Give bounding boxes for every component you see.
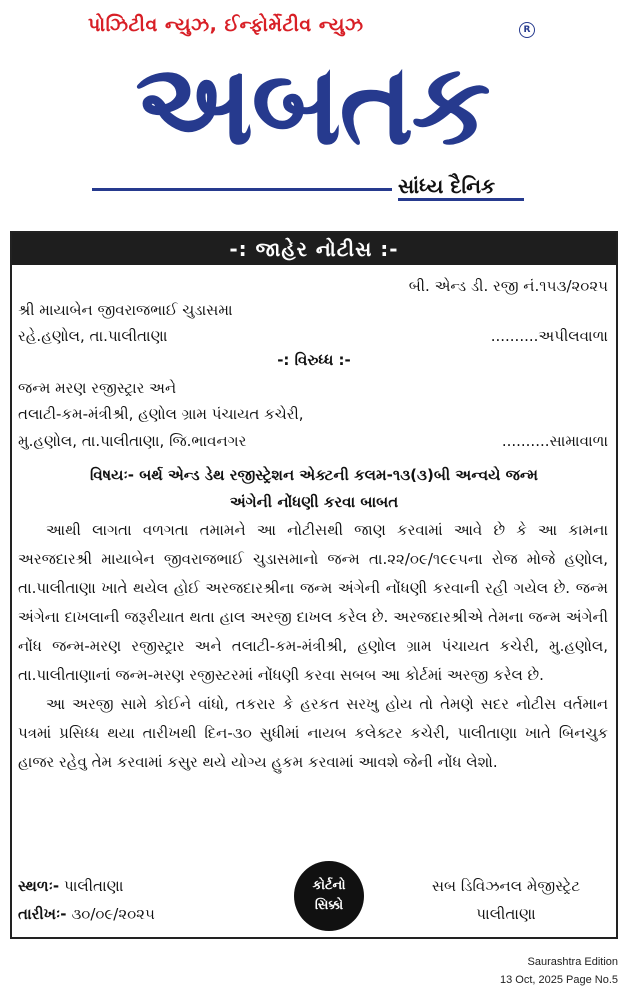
notice-title: -: જાહેર નોટીસ :-	[12, 233, 616, 265]
applicant-role: ..........અપીલવાળા	[490, 327, 608, 345]
seal-line-1: કોર્ટનો	[312, 878, 346, 893]
seal-line-2: સિક્કો	[314, 898, 344, 913]
respondent-line-3: મુ.હણોલ, તા.પાલીતાણા, જિ.ભાવનગર	[18, 432, 247, 450]
notice-body	[18, 516, 608, 777]
body-paragraph-2: આ અરજી સામે કોઈને વાંધો, તકરાર કે હરકત સરખુ હોય તો તેમણે સદર નોટીસ વર્તમાન પત્રમાં પ્રસિધ્ધ થયા તારીખથી દિન-૩૦ સુધીમાં નાયબ કલેક્ટર કચેરી, પાલીતાણા ખાતે બિનચુક હાજર રહેવુ તેમ કરવામાં કસુર થયે યોગ્ય હુકમ કરવામાં આવશે જેની નોંધ લેશો.	[18, 695, 608, 771]
applicant-name: શ્રી માયાબેન જીવરાજભાઈ ચુડાસમા	[18, 301, 233, 319]
respondent-role: ..........સામાવાળા	[501, 432, 608, 450]
date-line	[18, 905, 155, 923]
edition-underline	[398, 198, 524, 201]
newspaper-logo: અબતક	[135, 40, 489, 170]
tagline: પોઝિટીવ ન્યુઝ, ઈન્ફોર્મેટીવ ન્યુઝ	[88, 14, 364, 36]
date-label: તારીખઃ-	[18, 905, 67, 923]
versus-heading: -: વિરુધ્ધ :-	[277, 351, 351, 369]
body-paragraph-1: આથી લાગતા વળગતા તમામને આ નોટીસથી જાણ કરવામાં આવે છે કે આ કામના અરજદારશ્રી માયાબેન જીવરાજભાઈ ચુડાસમાનો જન્મ તા.૨૨/૦૯/૧૯૯૫ના રોજ મોજે હણોલ, તા.પાલીતાણા ખાતે થયેલ હોઈ અરજદારશ્રીના જન્મ અંગેની નોંધણી કરવાની રહી ગયેલ છે. જન્મ અંગેના દાખલાની જરૂરીયાત થતા હાલ અરજી દાખલ કરેલ છે. અરજદારશ્રીએ તેમના જન્મ અંગેની નોંધ જન્મ-મરણ રજીસ્ટ્રાર અને તલાટી-કમ-મંત્રીશ્રી, હણોલ ગ્રામ પંચાયત કચેરી, મુ.હણોલ, તા.પાલીતાણાનાં જન્મ-મરણ રજીસ્ટરમાં નોંધણી કરવા સબબ આ કોર્ટમાં અરજી કરેલ છે.	[18, 521, 608, 684]
respondent-line-1: જન્મ મરણ રજીસ્ટ્રાર અને	[18, 379, 177, 397]
subject-line-1: વિષયઃ- બર્થ એન્ડ ડેથ રજીસ્ટ્રેશન એક્ટની કલમ-૧૩(૩)બી અન્વયે જન્મ	[90, 466, 538, 484]
reference-number: બી. એન્ડ ડી. રજી નં.૧૫૩/૨૦૨૫	[408, 277, 608, 295]
subject-line-2: અંગેની નોંધણી કરવા બાબત	[229, 493, 399, 511]
signatory-place: પાલીતાણા	[476, 905, 536, 923]
public-notice	[10, 231, 618, 939]
respondent-line-2: તલાટી-કમ-મંત્રીશ્રી, હણોલ ગ્રામ પંચાયત કચેરી,	[18, 405, 304, 423]
masthead	[0, 0, 628, 228]
registered-mark-icon: R	[519, 22, 535, 38]
place-value: પાલીતાણા	[63, 877, 124, 895]
footer-edition: Saurashtra Edition	[527, 956, 618, 968]
footer-date-page: 13 Oct, 2025 Page No.5	[499, 974, 618, 986]
applicant-address: રહે.હણોલ, તા.પાલીતાણા	[18, 327, 168, 345]
logo-underline	[92, 188, 392, 191]
notice-subject	[18, 462, 610, 516]
signatory-title: સબ ડિવિઝનલ મેજીસ્ટ્રેટ	[431, 877, 581, 895]
place-label: સ્થળઃ-	[18, 877, 60, 895]
date-value: ૩૦/૦૯/૨૦૨૫	[71, 905, 155, 923]
edition-label: સાંધ્ય દૈનિક	[398, 174, 496, 198]
court-seal	[294, 861, 364, 931]
place-line	[18, 877, 123, 895]
